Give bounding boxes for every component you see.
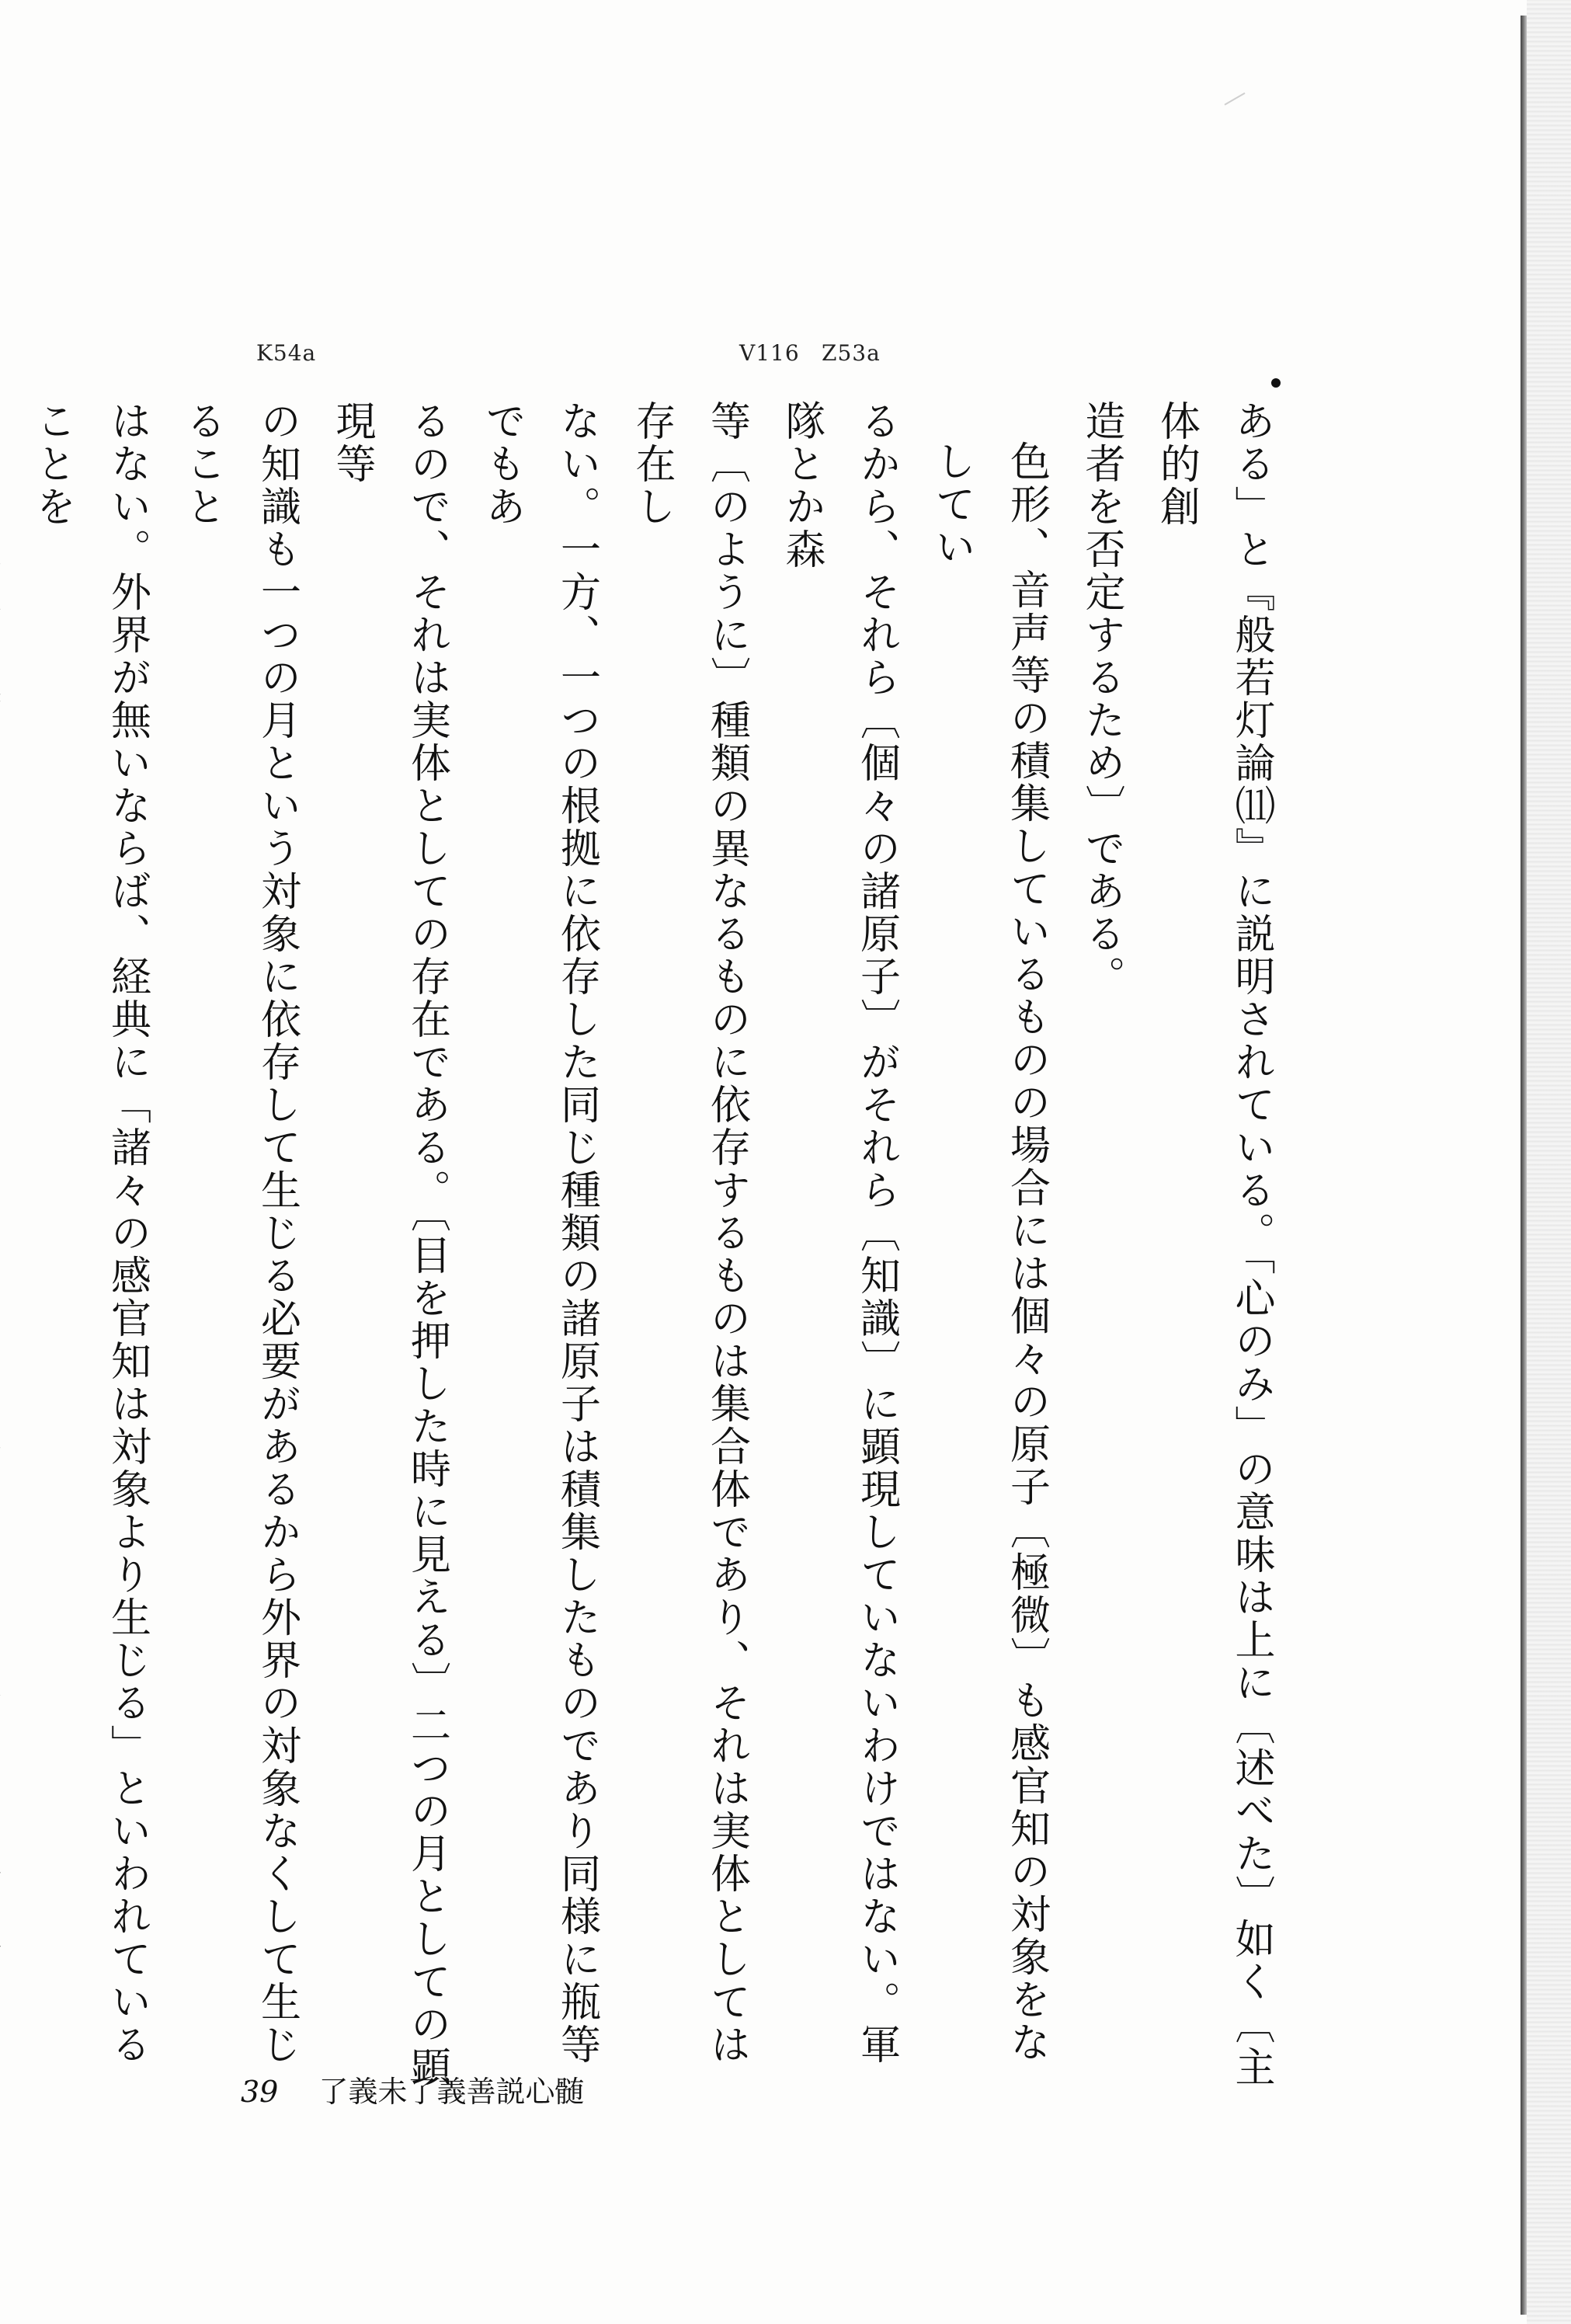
running-title: 了義未了義善説心髄	[318, 2075, 585, 2109]
marker-z53a: Z53a	[822, 340, 881, 366]
text-line: 造者を否定するため〕である。	[1078, 400, 1124, 998]
text-line: 色形、音声等の積集しているものの場合には個々の原子〔極微〕も感官知の対象をなしてい	[928, 440, 1050, 2064]
text-line: ない。一方、一つの根拠に依存した同じ種類の諸原子は積集したものであり同様に瓶等でもあ	[478, 400, 600, 2066]
text-line: 等〔のように〕種類の異なるものに依存するものは集合体であり、それは実体としては存在し	[628, 400, 750, 2066]
text-line: の知識も一つの月という対象に依存して生じる必要があるから外界の対象なくして生じること	[179, 400, 301, 2066]
body-text	[0, 400, 1288, 2093]
marker-k54a: K54a	[256, 340, 317, 366]
margin-dot	[1271, 378, 1281, 388]
text-line: ある」と『般若灯論⑾』に説明されている。「心のみ」の意味は上に〔述べた〕如く〔主体的創	[1152, 400, 1274, 2089]
scan-mark	[1225, 92, 1253, 119]
page-footer	[241, 2068, 584, 2110]
page-number: 39	[241, 2075, 279, 2109]
binding-edge	[1521, 16, 1527, 2315]
binding-shadow	[1527, 0, 1571, 2324]
text-line: るから、それら〔個々の諸原子〕がそれら〔知識〕に顕現していないわけではない。軍隊とか森	[778, 400, 900, 2066]
marker-v116: V116	[739, 340, 800, 366]
text-line: はない。外界が無いならば、経典に「諸々の感官知は対象より生じる」といわれていることを	[29, 400, 151, 2066]
text-line: るので、それは実体としての存在である。〔目を押した時に見える〕二つの月としての顕現等	[328, 400, 450, 2089]
text-line	[0, 400, 15, 2093]
